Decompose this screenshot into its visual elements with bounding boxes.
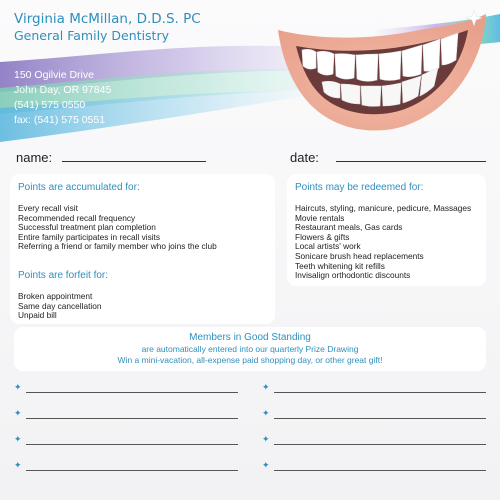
redeemed-heading: Points may be redeemed for: [295,182,424,193]
sparkle-icon: ✦ [14,409,22,419]
name-field[interactable] [62,161,206,162]
smile-icon [270,8,492,138]
sparkle-icon: ✦ [262,409,270,419]
entry-line[interactable] [26,444,238,445]
entry-line[interactable] [26,392,238,393]
entry-line[interactable] [274,470,486,471]
practice-subtitle: General Family Dentistry [14,28,169,43]
phone-number: (541) 575 0550 [14,99,86,111]
sparkle-icon: ✦ [262,461,270,471]
sparkle-icon: ✦ [262,435,270,445]
list-item: Successful treatment plan completion [18,222,156,233]
accumulated-heading: Points are accumulated for: [18,182,140,193]
list-item: Every recall visit [18,203,78,213]
sparkle-icon: ✦ [14,435,22,445]
list-item: Local artists' work [295,241,361,252]
entry-line[interactable] [274,418,486,419]
date-label: date: [290,150,319,165]
forfeit-list [18,292,101,321]
list-item: Entire family participates in recall visits [18,231,161,242]
date-field[interactable] [336,161,486,162]
list-item: Unpaid bill [18,310,57,321]
list-item: Recommended recall frequency [18,212,136,223]
fax-number: fax: (541) 575 0551 [14,114,106,126]
members-line2: Win a mini-vacation, all-expense paid shopping day, or other great gift! [117,355,383,365]
list-item: Sonicare brush head replacements [295,250,424,261]
list-item: Referring a friend or family member who joins the club [18,241,217,252]
redeemed-list [295,204,471,281]
list-item: Same day cancellation [18,300,102,311]
members-banner [14,327,486,371]
entry-line[interactable] [26,418,238,419]
list-item: Invisalign orthodontic discounts [295,270,411,281]
forfeit-heading: Points are forfeit for: [18,270,109,281]
redeem-card [287,174,486,286]
list-item: Broken appointment [18,291,93,301]
address-line2: John Day, OR 97845 [14,84,112,96]
members-line1: are automatically entered into our quarterly Prize Drawing [141,344,359,354]
list-item: Flowers & gifts [295,231,350,242]
practice-name: Virginia McMillan, D.D.S. PC [14,11,201,27]
list-item: Haircuts, styling, manicure, pedicure, Massages [295,203,472,213]
members-title: Members in Good Standing [189,332,311,343]
sparkle-icon: ✦ [14,383,22,393]
address-line1: 150 Ogilvie Drive [14,69,94,81]
list-item: Movie rentals [295,212,345,223]
list-item: Restaurant meals, Gas cards [295,222,403,233]
earn-forfeit-card [10,174,275,324]
name-label: name: [16,150,53,165]
accumulated-list [18,204,217,252]
entry-line[interactable] [274,444,486,445]
entry-line[interactable] [274,392,486,393]
sparkle-icon: ✦ [262,383,270,393]
list-item: Teeth whitening kit refills [295,260,385,271]
entry-line[interactable] [26,470,238,471]
sparkle-icon: ✦ [14,461,22,471]
